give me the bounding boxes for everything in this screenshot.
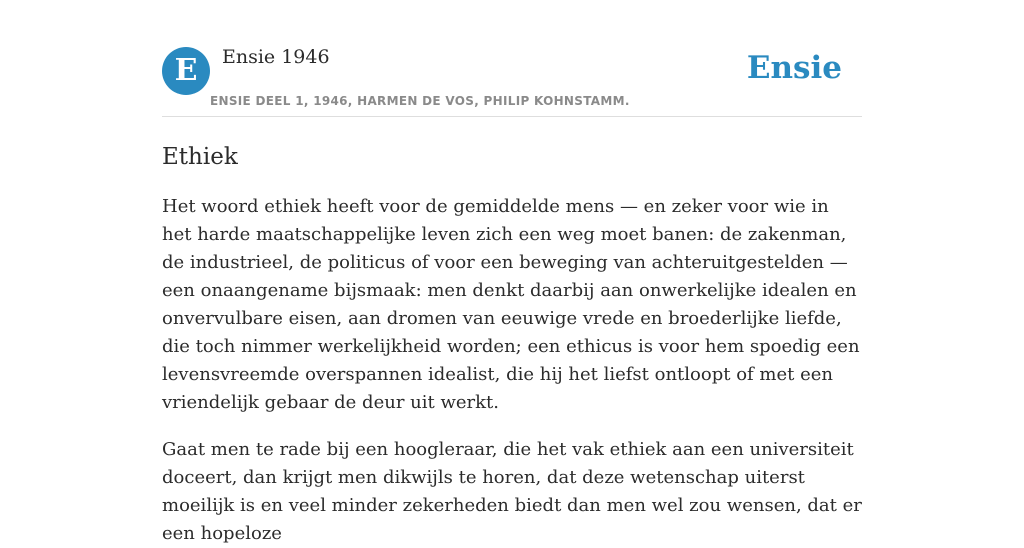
site-header (162, 0, 862, 117)
brand-logo[interactable]: Ensie (746, 50, 842, 86)
article-title: Ethiek (162, 144, 238, 170)
article-paragraph-1: Het woord ethiek heeft voor de gemiddelde mens — en zeker voor wie in het harde maatschappelijke leven zich een weg moet banen: de zakenman, de industrieel, de politicus of voor een beweging van achteruitgestelden — een onaangename bijsmaak: men denkt daarbij aan onwerkelijke idealen en onvervulbare eisen, aan dromen van eeuwige vrede en broederlijke liefde, die toch nimmer werkelijkheid worden; een ethicus is voor hem spoedig een levensvreemde overspannen idealist, die hij het liefst ontloopt of met een vriendelijk gebaar de deur uit werkt. (162, 196, 860, 413)
page (162, 0, 862, 544)
ensie-logo-icon[interactable]: E (162, 47, 210, 95)
site-title[interactable]: Ensie 1946 (222, 46, 330, 68)
source-subtitle: ENSIE DEEL 1, 1946, HARMEN DE VOS, PHILIP KOHNSTAMM. (210, 94, 630, 108)
article-paragraph-2: Gaat men te rade bij een hoogleraar, die het vak ethiek aan een universiteit doceert, dan krijgt men dikwijls te horen, dat deze wetenschap uiterst moeilijk is en veel minder zekerheden biedt dan men wel zou wensen, dat er een hopeloze (162, 439, 862, 544)
